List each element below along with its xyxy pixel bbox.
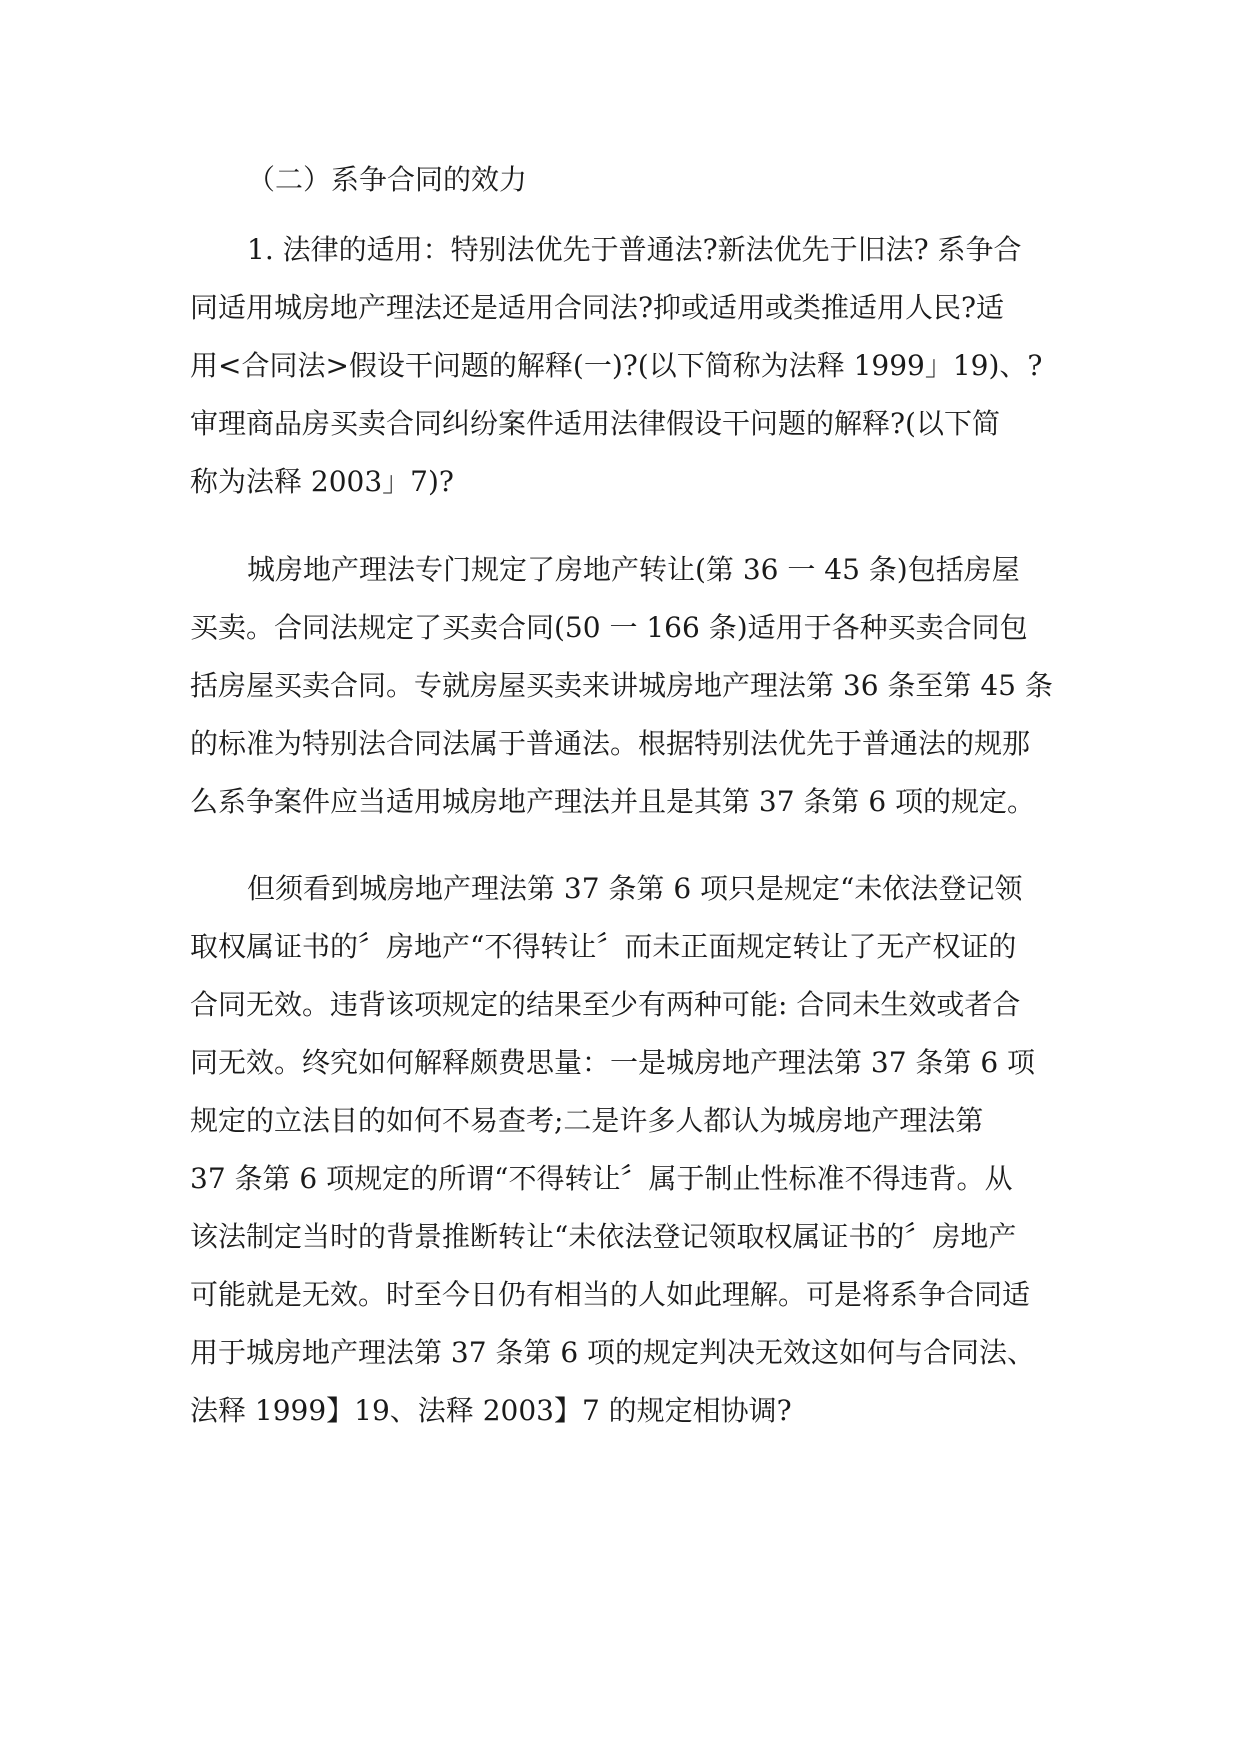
- text-line: 规定的立法目的如何不易查考;二是许多人都认为城房地产理法第: [190, 1104, 984, 1137]
- text-line: 称为法释 2003」7)?: [190, 465, 454, 498]
- text-line: 么系争案件应当适用城房地产理法并且是其第 37 条第 6 项的规定。: [190, 785, 1036, 818]
- text-line: 1. 法律的适用：特别法优先于普通法?新法优先于旧法? 系争合: [247, 233, 1022, 266]
- text-line: 括房屋买卖合同。专就房屋买卖来讲城房地产理法第 36 条至第 45 条: [190, 669, 1053, 702]
- text-line: 审理商品房买卖合同纠纷案件适用法律假设干问题的解释?(以下简: [190, 407, 1000, 440]
- text-line: 城房地产理法专门规定了房地产转让(第 36 一 45 条)包括房屋: [247, 553, 1020, 586]
- text-line: 用于城房地产理法第 37 条第 6 项的规定判决无效这如何与合同法、: [190, 1336, 1036, 1369]
- text-line: 37 条第 6 项规定的所谓“不得转让〞属于制止性标准不得违背。从: [190, 1162, 1013, 1195]
- text-line: 的标准为特别法合同法属于普通法。根据特别法优先于普通法的规那: [190, 727, 1031, 760]
- text-line: 该法制定当时的背景推断转让“未依法登记领取权属证书的〞房地产: [190, 1220, 1017, 1253]
- text-line: 法释 1999】19、法释 2003】7 的规定相协调?: [190, 1394, 792, 1427]
- text-line: 可能就是无效。时至今日仍有相当的人如此理解。可是将系争合同适: [190, 1278, 1031, 1311]
- text-line: 合同无效。违背该项规定的结果至少有两种可能: 合同未生效或者合: [190, 988, 1021, 1021]
- text-line: 但须看到城房地产理法第 37 条第 6 项只是规定“未依法登记领: [247, 872, 1023, 905]
- text-line: 同无效。终究如何解释颇费思量：一是城房地产理法第 37 条第 6 项: [190, 1046, 1036, 1079]
- text-line: 用<合同法>假设干问题的解释(一)?(以下简称为法释 1999」19)、?: [190, 349, 1043, 382]
- text-line: 取权属证书的〞房地产“不得转让〞而未正面规定转让了无产权证的: [190, 930, 1017, 963]
- text-line: 买卖。合同法规定了买卖合同(50 一 166 条)适用于各种买卖合同包: [190, 611, 1028, 644]
- section-heading: （二）系争合同的效力: [247, 163, 528, 196]
- text-line: 同适用城房地产理法还是适用合同法?抑或适用或类推适用人民?适: [190, 291, 1005, 324]
